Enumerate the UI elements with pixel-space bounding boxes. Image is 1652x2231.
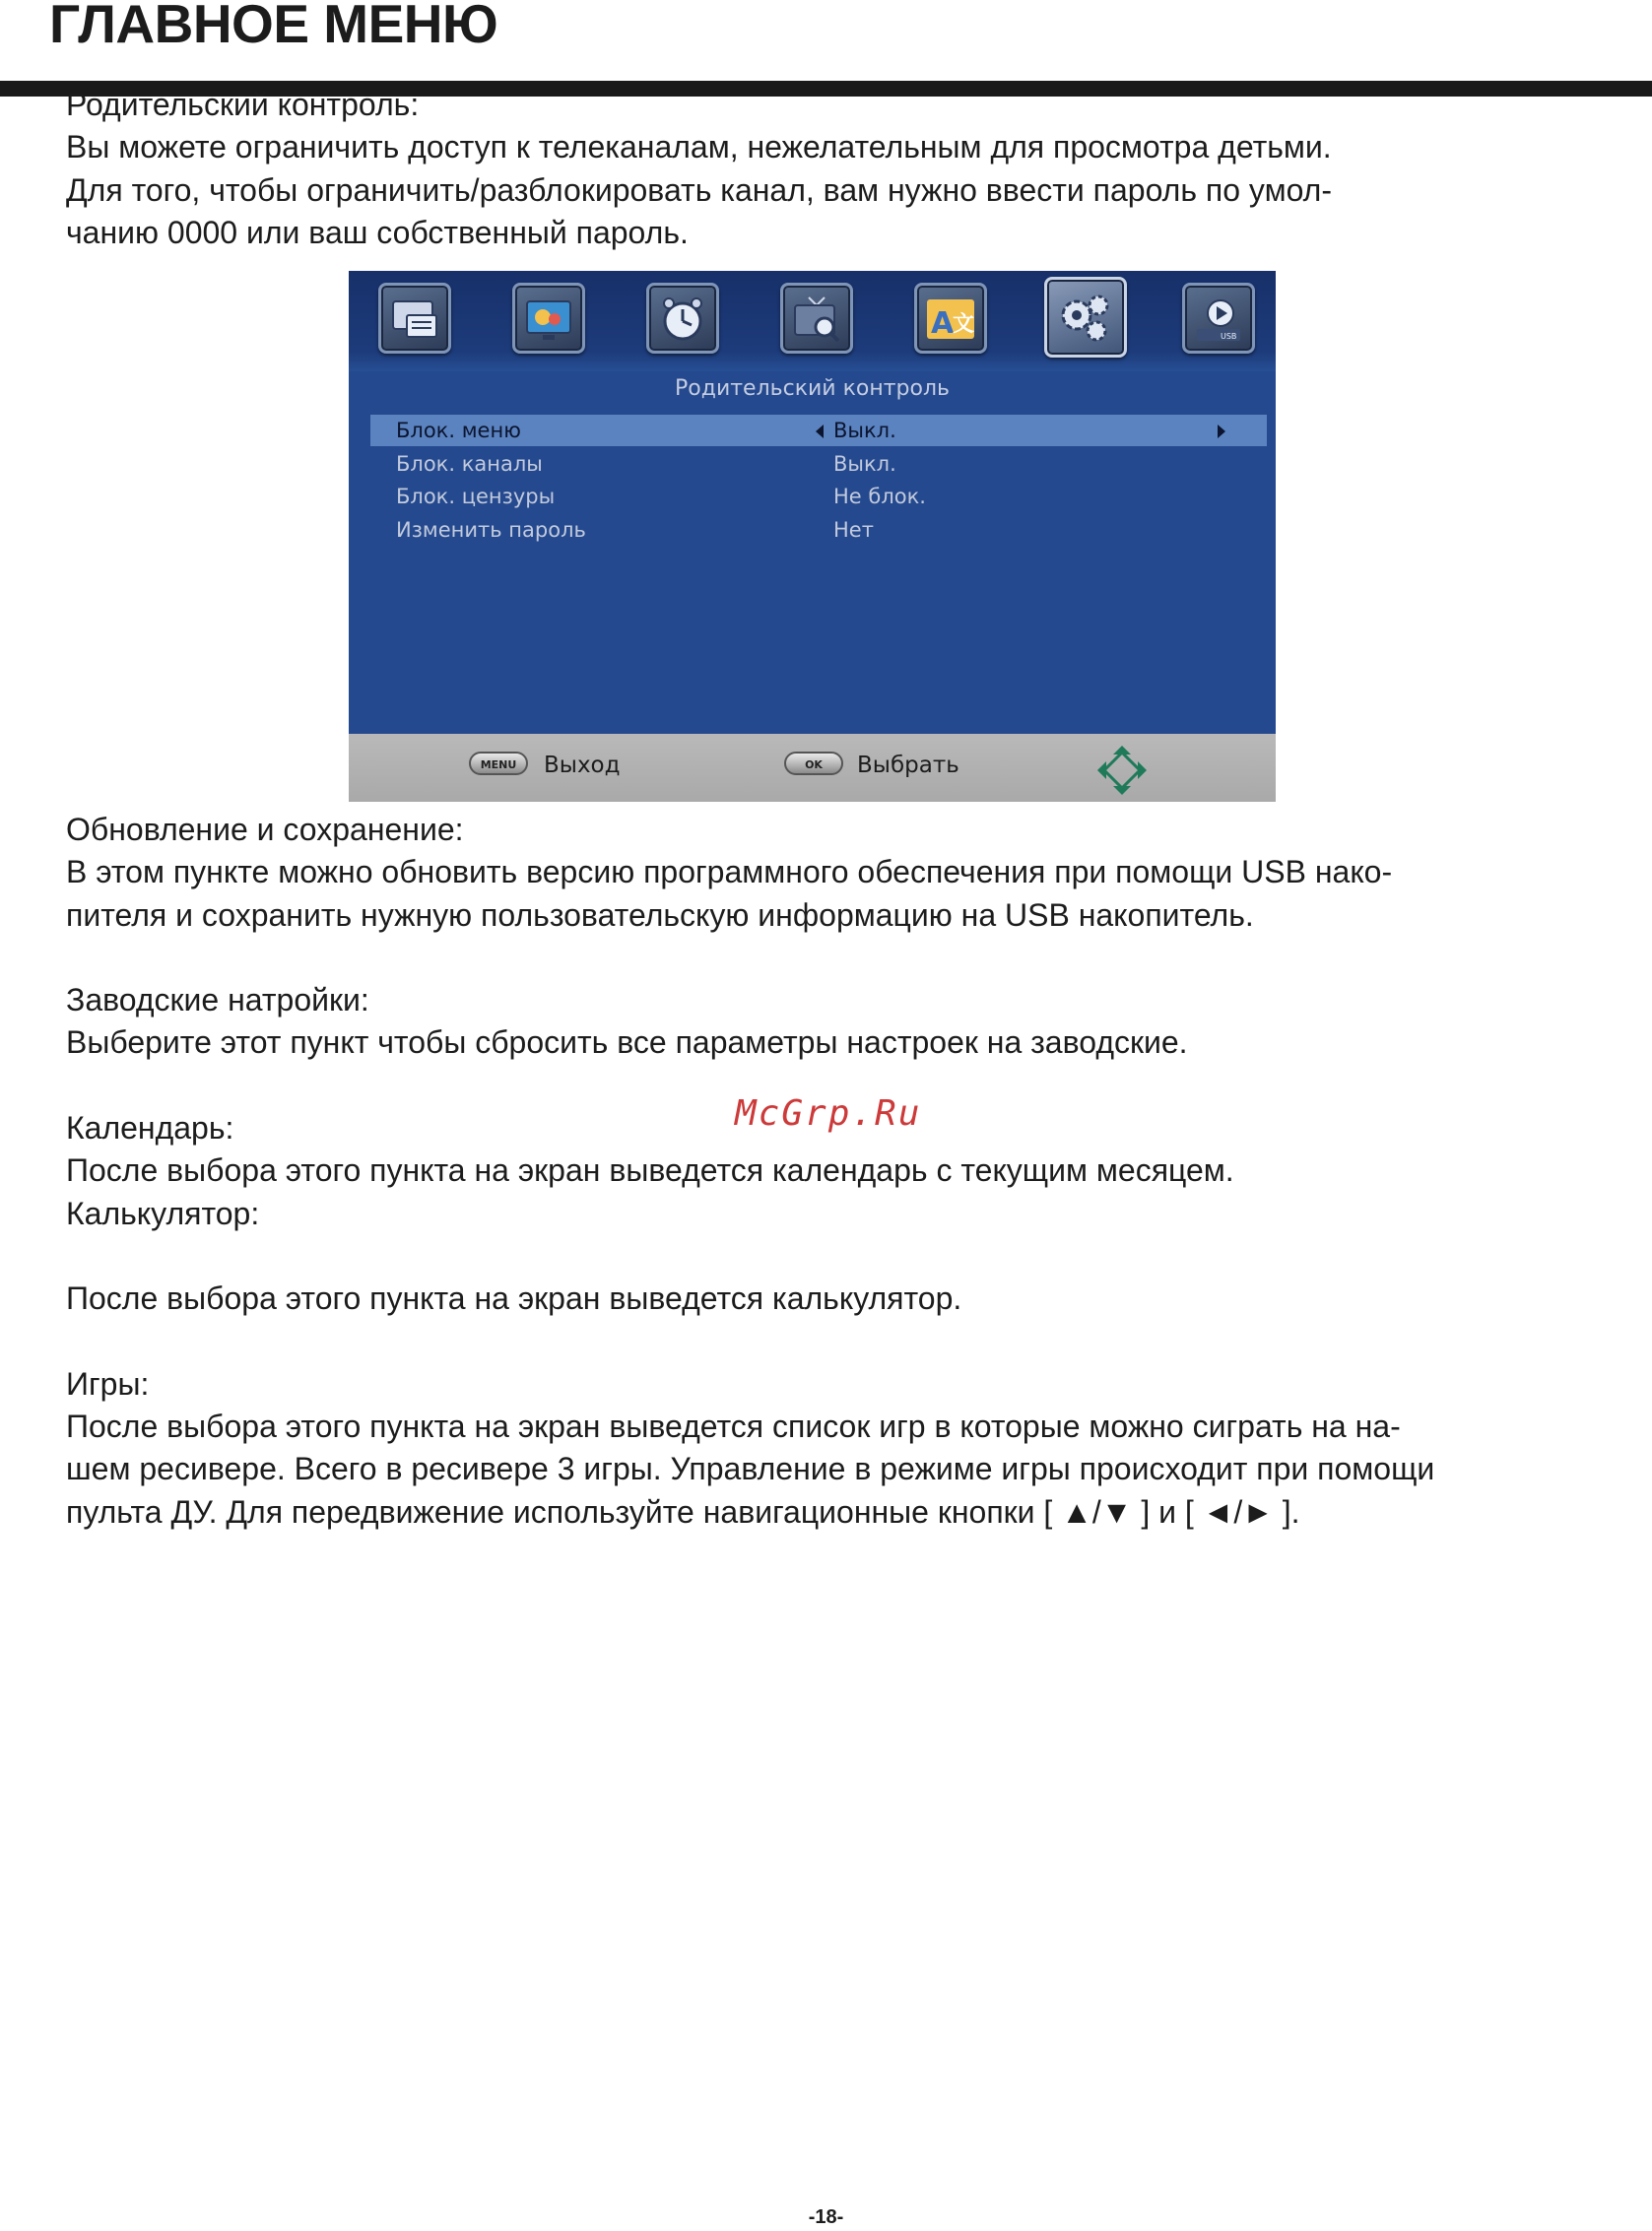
body-line: После выбора этого пункта на экран выведется календарь с текущим месяцем. (66, 1152, 1234, 1189)
body-line: Вы можете ограничить доступ к телеканалам, нежелательным для просмотра детьми. (66, 129, 1332, 165)
page-title: ГЛАВНОЕ МЕНЮ (49, 0, 498, 54)
svg-text:A: A (931, 306, 955, 341)
menu-item-label: Блок. каналы (396, 452, 543, 476)
parental-control-section (66, 84, 1332, 254)
tv-search-icon[interactable] (780, 283, 853, 354)
section-heading: Игры: (66, 1365, 150, 1402)
body-line: чанию 0000 или ваш собственный пароль. (66, 214, 689, 250)
section-heading: Календарь: (66, 1110, 234, 1147)
menu-item-label: Блок. цензуры (396, 485, 556, 508)
menu-footer (349, 734, 1276, 802)
tv-menu-screenshot (349, 271, 1276, 802)
menu-item-value: Не блок. (833, 485, 926, 508)
body-line: пульта ДУ. Для передвижение используйте навигационные кнопки [ ▲/▼ ] и [ ◄/► ]. (66, 1493, 1300, 1530)
menu-item-block-menu[interactable] (370, 415, 1267, 446)
settings-gears-icon[interactable] (1044, 277, 1127, 358)
blank-line (66, 937, 1434, 979)
picture-icon[interactable] (512, 283, 585, 354)
body-line: Для того, чтобы ограничить/разблокировать канал, вам нужно ввести пароль по умол- (66, 171, 1332, 208)
exit-label: Выход (544, 753, 621, 778)
menu-item-label: Блок. меню (396, 419, 521, 442)
blank-line (66, 1235, 1434, 1278)
blank-line (66, 1321, 1434, 1363)
menu-item-block-censorship[interactable] (370, 481, 1267, 512)
section-heading: Заводские натройки: (66, 982, 369, 1018)
body-line: шем ресивере. Всего в ресивере 3 игры. Управление в режиме игры происходит при помощи (66, 1451, 1435, 1487)
arrow-left-icon[interactable] (816, 425, 824, 438)
svg-text:USB: USB (1221, 332, 1237, 341)
update-and-other-sections (66, 809, 1434, 1534)
language-icon[interactable] (914, 283, 987, 354)
body-line: Выберите этот пункт чтобы сбросить все параметры настроек на заводские. (66, 1024, 1188, 1061)
menu-item-value: Выкл. (833, 452, 896, 476)
monitor-icon[interactable] (378, 283, 451, 354)
menu-item-block-channels[interactable] (370, 448, 1267, 480)
clock-icon[interactable] (646, 283, 719, 354)
page-number: -18- (808, 2206, 844, 2228)
menu-heading: Родительский контроль (675, 376, 950, 401)
navigation-arrows-icon (1095, 744, 1149, 797)
menu-item-label: Изменить пароль (396, 518, 586, 542)
menu-item-change-password[interactable] (370, 514, 1267, 546)
section-heading: Калькулятор: (66, 1195, 260, 1231)
svg-text:文: 文 (953, 312, 975, 337)
body-line: После выбора этого пункта на экран выведется список игр в которые можно сиграть на на- (66, 1409, 1401, 1445)
usb-play-icon[interactable] (1182, 283, 1255, 354)
body-line: В этом пункте можно обновить версию программного обеспечения при помощи USB нако- (66, 854, 1393, 890)
section-heading: Обновление и сохранение: (66, 812, 464, 847)
menu-item-value: Выкл. (833, 419, 896, 442)
watermark: McGrp.Ru (735, 1093, 922, 1134)
select-label: Выбрать (857, 753, 959, 778)
ok-button[interactable]: OK (784, 752, 843, 775)
menu-item-value: Нет (833, 518, 874, 542)
menu-icon-bar (349, 271, 1276, 371)
arrow-right-icon[interactable] (1218, 425, 1225, 438)
body-line: После выбора этого пункта на экран выведется калькулятор. (66, 1280, 962, 1317)
menu-button[interactable]: MENU (469, 752, 528, 775)
section-heading: Родительский контроль: (66, 87, 420, 122)
body-line: пителя и сохранить нужную пользовательскую информацию на USB накопитель. (66, 896, 1254, 933)
